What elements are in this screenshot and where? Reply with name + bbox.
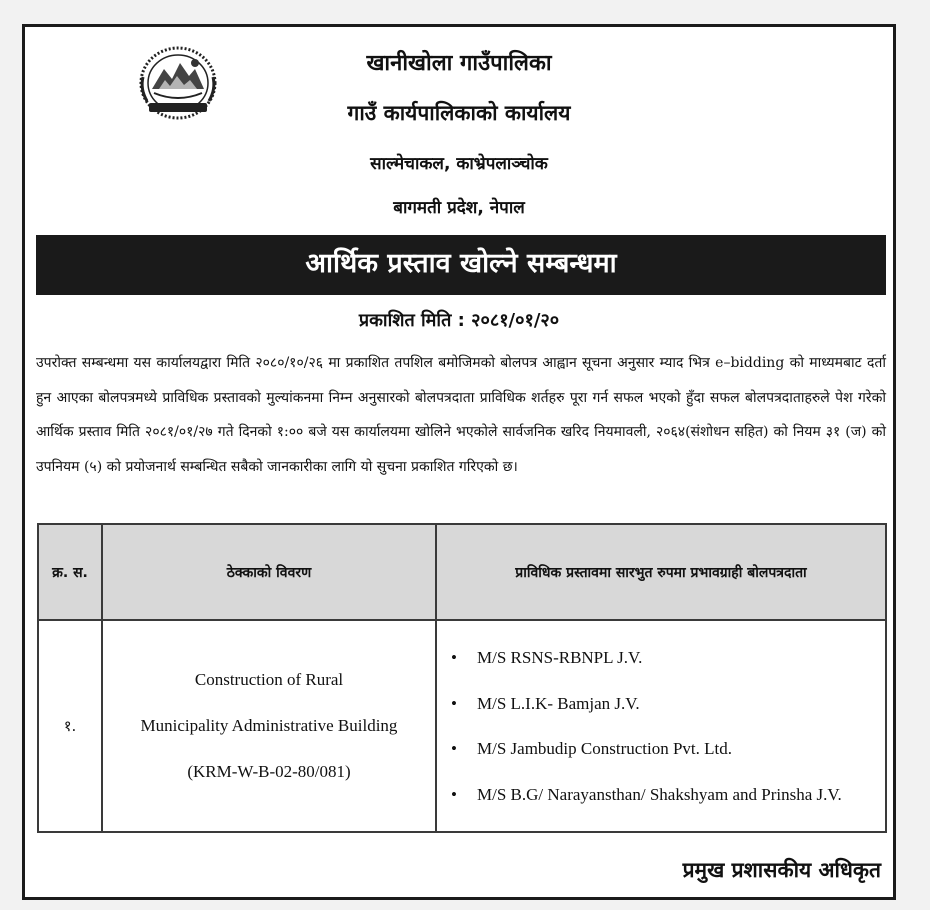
- notice-page: [22, 24, 896, 900]
- table-header-row: [38, 524, 886, 620]
- published-date: २०८१/०१/२०: [471, 310, 560, 331]
- list-item: [447, 772, 884, 818]
- bidder-name: M/S RSNS-RBNPL J.V.: [477, 648, 643, 667]
- column-header-bidders: प्राविधिक प्रस्तावमा सारभुत रुपमा प्रभावग्राही बोलपत्रदाता: [436, 524, 886, 620]
- table-row: [38, 620, 886, 832]
- notice-title: आर्थिक प्रस्ताव खोल्ने सम्बन्धमा: [36, 235, 886, 295]
- bidder-name: M/S L.I.K- Bamjan J.V.: [477, 693, 640, 713]
- bullet-icon: •: [451, 693, 457, 713]
- bullet-icon: •: [451, 784, 457, 804]
- column-header-work: ठेक्काको विवरण: [102, 524, 436, 620]
- bidder-name: M/S B.G/ Narayansthan/ Shakshyam and Prinsha J.V.: [477, 784, 842, 804]
- bidder-table: [37, 523, 887, 833]
- bidder-name: M/S Jambudip Construction Pvt. Ltd.: [477, 739, 733, 758]
- bullet-icon: •: [451, 648, 457, 667]
- office-address: साल्मेचाकल, काभ्रेपलाञ्चोक: [370, 154, 548, 174]
- signatory-title: प्रमुख प्रशासकीय अधिकृत: [682, 858, 881, 882]
- municipality-name: खानीखोला गाउँपालिका: [366, 51, 552, 76]
- office-name: गाउँ कार्यपालिकाको कार्यालय: [347, 101, 571, 125]
- work-description: [102, 620, 436, 832]
- bullet-icon: •: [451, 739, 457, 758]
- bidder-list: [447, 635, 884, 817]
- list-item: [447, 726, 884, 772]
- serial-number: १.: [38, 620, 102, 832]
- province-country: बागमती प्रदेश, नेपाल: [393, 198, 525, 218]
- work-line: Construction of Rural: [194, 670, 344, 689]
- work-line: Municipality Administrative Building: [140, 716, 398, 735]
- column-header-sn: क्र. स.: [38, 524, 102, 620]
- published-date-line: [25, 308, 893, 332]
- list-item: [447, 681, 884, 727]
- published-date-label: प्रकाशित मिति :: [358, 310, 465, 331]
- work-line: (KRM-W-B-02-80/081): [187, 762, 351, 781]
- bidder-list-cell: [436, 620, 886, 832]
- list-item: [447, 635, 884, 681]
- notice-body: उपरोक्त सम्बन्धमा यस कार्यालयद्वारा मिति २०८०/१०/२६ मा प्रकाशित तपशिल बमोजिमको बोलपत्र आह्वान सूचना अनुसार म्याद भित्र e–bidding को माध्यमबाट दर्ता हुन आएका बोलपत्रमध्ये प्राविधिक प्रस्तावको मुल्यांकनमा निम्न अनुसारको बोलपत्रदाता प्राविधिक शर्तहरु पूरा गर्न सफल भएको हुँदा सफल बोलपत्रदाताहरुले पेश गरेको आर्थिक प्रस्ताव मिति २०८१/०१/२७ गते दिनको १:०० बजे यस कार्यालयमा खोलिने भएकोले सार्वजनिक खरिद नियमावली, २०६४(संशोधन सहित) को नियम ३१ (ज) को उपनियम (५) को प्रयोजनार्थ सम्बन्धित सबैको जानकारीका लागि यो सुचना प्रकाशित गरिएको छ।: [36, 355, 886, 475]
